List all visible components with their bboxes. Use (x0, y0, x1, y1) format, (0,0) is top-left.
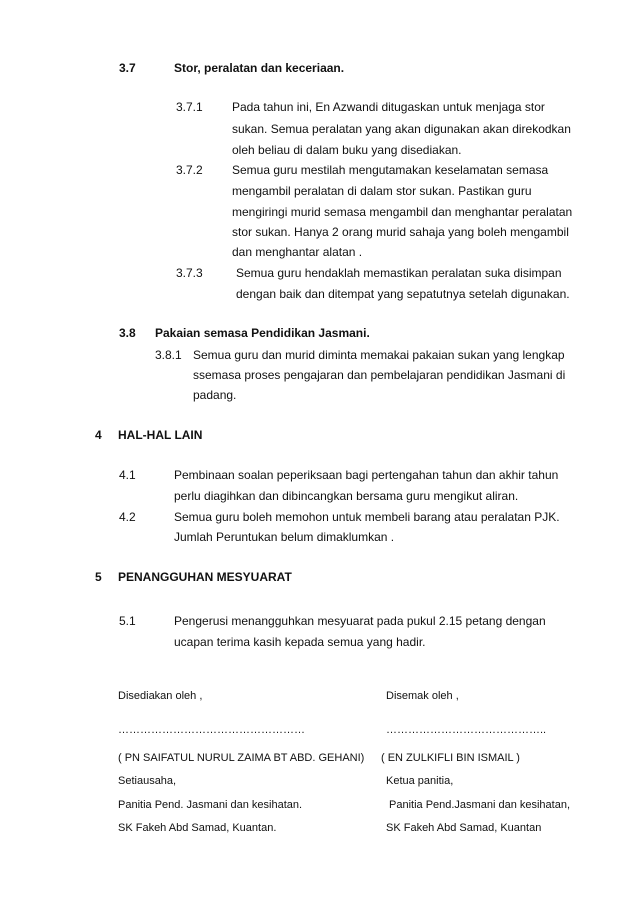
section-3-8-number: 3.8 (119, 326, 136, 340)
prepared-by-label: Disediakan oleh , (118, 690, 203, 702)
checked-by-signature-line: …………………………………….. (386, 724, 547, 736)
item-5-1-line: ucapan terima kasih kepada semua yang hadir. (174, 635, 426, 649)
item-3-7-3-line: Semua guru hendaklah memastikan peralatan suka disimpan (236, 266, 562, 280)
item-3-7-2-line: stor sukan. Hanya 2 orang murid sahaja yang boleh mengambil (232, 225, 569, 239)
prepared-by-org: Panitia Pend. Jasmani dan kesihatan. (118, 799, 303, 811)
item-3-7-1-line: oleh beliau di dalam buku yang disediakan. (232, 143, 462, 157)
prepared-by-name: ( PN SAIFATUL NURUL ZAIMA BT ABD. GEHANI) (118, 752, 365, 764)
item-3-7-1-line: sukan. Semua peralatan yang akan digunakan akan direkodkan (232, 122, 571, 136)
item-3-7-2-number: 3.7.2 (176, 163, 203, 177)
section-4-number: 4 (95, 428, 102, 442)
section-5-number: 5 (95, 570, 102, 584)
item-5-1-line: Pengerusi menangguhkan mesyuarat pada pukul 2.15 petang dengan (174, 614, 546, 628)
item-5-1-number: 5.1 (119, 614, 136, 628)
item-3-7-3-line: dengan baik dan ditempat yang sepatutnya setelah digunakan. (236, 287, 570, 301)
item-4-1-line: Pembinaan soalan peperiksaan bagi pertengahan tahun dan akhir tahun (174, 468, 559, 482)
section-3-7-number: 3.7 (119, 61, 136, 75)
item-4-2-number: 4.2 (119, 510, 136, 524)
prepared-by-role: Setiausaha, (118, 775, 177, 787)
checked-by-label: Disemak oleh , (386, 690, 459, 702)
item-3-8-1-line: Semua guru dan murid diminta memakai pakaian sukan yang lengkap (193, 348, 565, 362)
item-3-7-1-line: Pada tahun ini, En Azwandi ditugaskan untuk menjaga stor (232, 100, 545, 114)
item-3-7-1-number: 3.7.1 (176, 100, 203, 114)
item-4-1-line: perlu diagihkan dan dibincangkan bersama guru mengikut aliran. (174, 489, 519, 503)
section-4-title: HAL-HAL LAIN (118, 428, 203, 442)
item-3-7-2-line: dan menghantar alatan . (232, 245, 363, 259)
checked-by-name: ( EN ZULKIFLI BIN ISMAIL ) (381, 752, 520, 764)
item-3-7-2-line: mengambil peralatan di dalam stor sukan. Pastikan guru (232, 184, 532, 198)
prepared-by-school: SK Fakeh Abd Samad, Kuantan. (118, 822, 277, 834)
checked-by-role: Ketua panitia, (386, 775, 454, 787)
item-3-8-1-number: 3.8.1 (155, 348, 182, 362)
item-3-8-1-line: padang. (193, 388, 237, 402)
section-3-7-title: Stor, peralatan dan keceriaan. (174, 61, 345, 75)
item-3-7-2-line: Semua guru mestilah mengutamakan keselamatan semasa (232, 163, 549, 177)
section-5-title: PENANGGUHAN MESYUARAT (118, 570, 292, 584)
checked-by-org: Panitia Pend.Jasmani dan kesihatan, (389, 799, 571, 811)
section-3-8-title: Pakaian semasa Pendidikan Jasmani. (155, 326, 370, 340)
item-3-7-2-line: mengiringi murid semasa mengambil dan menghantar peralatan (232, 205, 573, 219)
item-4-1-number: 4.1 (119, 468, 136, 482)
item-3-8-1-line: ssemasa proses pengajaran dan pembelajaran pendidikan Jasmani di (193, 368, 566, 382)
item-3-7-3-number: 3.7.3 (176, 266, 203, 280)
item-4-2-line: Semua guru boleh memohon untuk membeli barang atau peralatan PJK. (174, 510, 560, 524)
checked-by-school: SK Fakeh Abd Samad, Kuantan (386, 822, 542, 834)
prepared-by-signature-line: …………………………………………… (118, 724, 305, 736)
item-4-2-line: Jumlah Peruntukan belum dimaklumkan . (174, 530, 395, 544)
